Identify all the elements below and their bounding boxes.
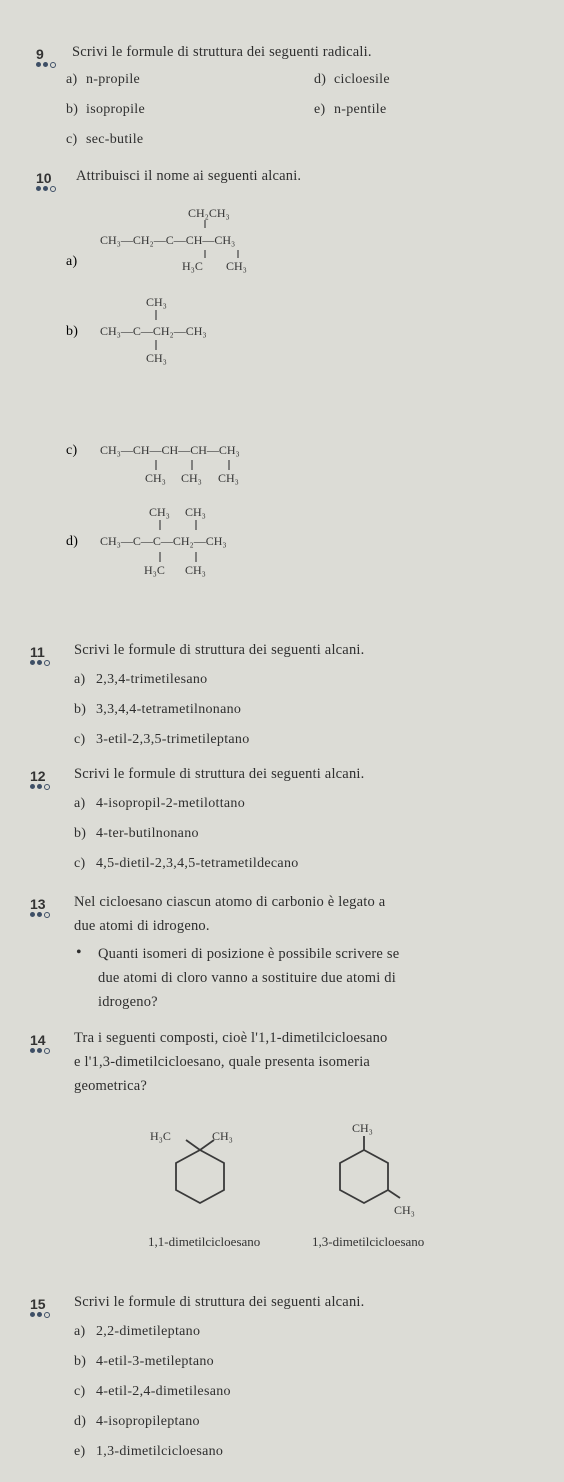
exercise-15-item-e: 1,3-dimetilcicloesano (96, 1444, 224, 1459)
mol1-right-methyl: CH₃ (212, 1129, 233, 1143)
formula-d-bottom2: CH₃ (185, 563, 206, 577)
exercise-13-number: 13 (30, 896, 46, 912)
exercise-12-number: 12 (30, 768, 46, 784)
mol2-bottom-methyl: CH₃ (394, 1203, 415, 1217)
exercise-11-prompt: Scrivi le formule di struttura dei seguenti alcani. (74, 642, 365, 658)
formula-b-main: CH₃—C—CH₂—CH₃ (100, 324, 207, 338)
cyclohexane-ring-2 (340, 1150, 388, 1203)
difficulty-dots-icon (30, 1048, 50, 1054)
mol1-left-methyl: H₃C (150, 1129, 171, 1143)
exercise-11-item-b: 3,3,4,4-tetrametilnonano (96, 702, 242, 717)
exercise-11-number: 11 (30, 644, 45, 660)
exercise-15-item-a: 2,2-dimetileptano (96, 1324, 201, 1339)
formula-c-sub1: CH₃ (145, 471, 166, 485)
formula-a-bottom-right: CH₃ (226, 259, 247, 273)
formula-c-main: CH₃—CH—CH—CH—CH₃ (100, 443, 240, 457)
exercise-11-item-b-letter: b) (74, 702, 87, 717)
exercise-9-item-b-letter: b) (66, 102, 79, 117)
exercise-15-item-e-letter: e) (74, 1444, 86, 1459)
exercise-9-item-b: isopropile (86, 102, 145, 117)
exercise-13-bullet-line-1: Quanti isomeri di posizione è possibile scrivere se (98, 946, 400, 962)
exercise-9-item-c-letter: c) (66, 132, 78, 147)
exercise-9-item-a: n-propile (86, 72, 141, 87)
exercise-15-number: 15 (30, 1296, 46, 1312)
exercise-12-item-c-letter: c) (74, 856, 86, 871)
formula-d-main: CH₃—C—C—CH₂—CH₃ (100, 534, 227, 548)
exercise-11-item-a: 2,3,4-trimetilesano (96, 672, 208, 687)
exercise-15-item-d: 4-isopropileptano (96, 1414, 200, 1429)
formula-a-bottom-left: H₃C (182, 259, 203, 273)
mol2-caption: 1,3-dimetilcicloesano (312, 1234, 425, 1249)
exercise-15-item-a-letter: a) (74, 1324, 86, 1339)
exercise-9-item-a-letter: a) (66, 72, 78, 87)
bullet-icon: • (76, 944, 82, 961)
formula-b-top: CH₃ (146, 295, 167, 309)
exercise-9-item-e: n-pentile (334, 102, 387, 117)
exercise-9-prompt: Scrivi le formule di struttura dei seguenti radicali. (72, 44, 372, 60)
exercise-12-item-b: 4-ter-butilnonano (96, 826, 199, 841)
exercise-15-item-c-letter: c) (74, 1384, 86, 1399)
formula-a-letter: a) (66, 254, 78, 269)
exercise-14-number: 14 (30, 1032, 46, 1048)
difficulty-dots-icon (30, 1312, 50, 1318)
exercise-15-item-d-letter: d) (74, 1414, 87, 1429)
difficulty-dots-icon (30, 784, 50, 790)
formula-d-top2: CH₃ (185, 505, 206, 519)
difficulty-dots-icon (30, 912, 50, 918)
formula-c-sub2: CH₃ (181, 471, 202, 485)
exercise-12-item-a: 4-isopropil-2-metilottano (96, 796, 246, 811)
exercise-12-prompt: Scrivi le formule di struttura dei seguenti alcani. (74, 766, 365, 782)
exercise-13-line-2: due atomi di idrogeno. (74, 918, 210, 934)
exercise-11-item-a-letter: a) (74, 672, 86, 687)
exercise-13-bullet-line-2: due atomi di cloro vanno a sostituire due atomi di (98, 970, 396, 986)
exercise-13-line-1: Nel cicloesano ciascun atomo di carbonio è legato a (74, 894, 386, 910)
exercise-11-item-c-letter: c) (74, 732, 86, 747)
exercise-15-item-b: 4-etil-3-metileptano (96, 1354, 214, 1369)
exercise-15-item-c: 4-etil-2,4-dimetilesano (96, 1384, 231, 1399)
exercise-9-number: 9 (36, 46, 44, 62)
cyclohexane-structures (0, 1110, 564, 1260)
exercise-14-line-1: Tra i seguenti composti, cioè l'1,1-dimetilcicloesano (74, 1030, 388, 1046)
formula-a-main: CH₃—CH₂—C—CH—CH₃ (100, 233, 236, 247)
formula-b-letter: b) (66, 324, 79, 339)
exercise-9-item-d-letter: d) (314, 72, 327, 87)
exercise-12-item-b-letter: b) (74, 826, 87, 841)
exercise-11-item-c: 3-etil-2,3,5-trimetileptano (96, 732, 250, 747)
formula-d-bottom1: H₃C (144, 563, 165, 577)
exercise-13-bullet-line-3: idrogeno? (98, 994, 158, 1010)
exercise-15-prompt: Scrivi le formule di struttura dei seguenti alcani. (74, 1294, 365, 1310)
formula-d-letter: d) (66, 534, 79, 549)
exercise-12-item-a-letter: a) (74, 796, 86, 811)
exercise-9-item-e-letter: e) (314, 102, 326, 117)
exercise-10-number: 10 (36, 170, 52, 186)
formula-c-sub3: CH₃ (218, 471, 239, 485)
mol2-top-methyl: CH₃ (352, 1121, 373, 1135)
exercise-14-line-2: e l'1,3-dimetilcicloesano, quale presenta isomeria (74, 1054, 371, 1070)
formula-c-letter: c) (66, 443, 78, 458)
formula-d-top1: CH₃ (149, 505, 170, 519)
exercise-14-line-3: geometrica? (74, 1078, 148, 1094)
mol1-caption: 1,1-dimetilcicloesano (148, 1234, 261, 1249)
exercise-12-item-c: 4,5-dietil-2,3,4,5-tetrametildecano (96, 856, 299, 871)
cyclohexane-ring-1 (176, 1150, 224, 1203)
exercise-9-item-c: sec-butile (86, 132, 144, 147)
exercise-10-prompt: Attribuisci il nome ai seguenti alcani. (76, 168, 302, 184)
difficulty-dots-icon (36, 62, 56, 68)
formula-b-bottom: CH₃ (146, 351, 167, 365)
exercise-15-item-b-letter: b) (74, 1354, 87, 1369)
formula-a-top: CH₂CH₃ (188, 206, 230, 220)
alkane-formulas (0, 190, 564, 630)
difficulty-dots-icon (30, 660, 50, 666)
exercise-9-item-d: cicloesile (334, 72, 390, 87)
